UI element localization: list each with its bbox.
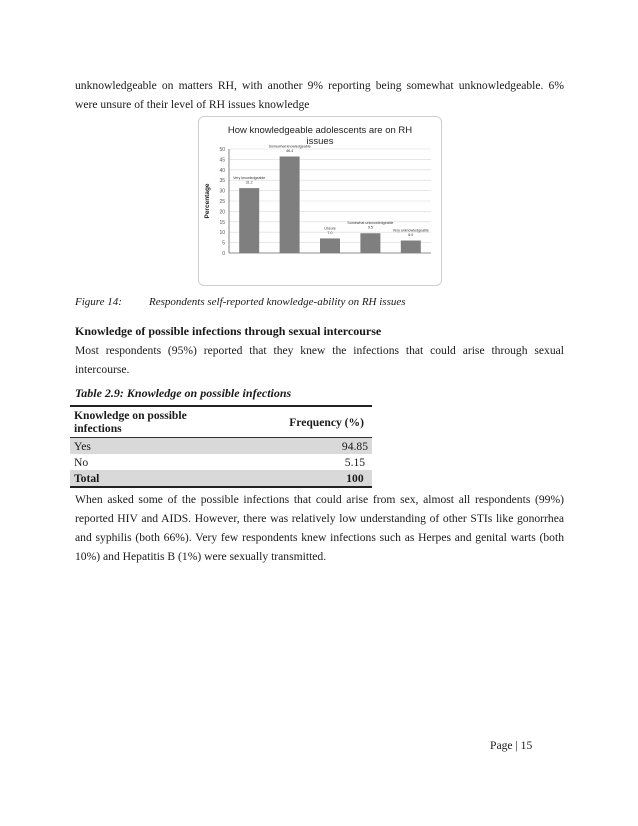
- bar: [280, 156, 300, 253]
- paragraph-infections: When asked some of the possible infections that could arise from sex, almost all respondents (99%) reported HIV and AIDS. However, there was relatively low understanding of other STIs like gonorrhea and syphilis (both 66%). Very few respondents knew infections such as Herpes and genital warts (both 10%) and Hepatitis B (1%) were sexually transmitted.: [75, 493, 564, 563]
- data-label: Somewhat unknowledgeable 9.5: [347, 221, 394, 230]
- paragraph-knowledge: Most respondents (95%) reported that they knew the infections that could arise through sexual intercourse.: [75, 344, 564, 376]
- page-number: Page | 15: [490, 739, 533, 752]
- y-tick-label: 40: [219, 167, 225, 174]
- row-label: Yes: [70, 438, 222, 455]
- bar: [401, 241, 421, 253]
- row-value: 5.15: [344, 455, 366, 469]
- data-label: Very knowledgeable 31.2: [233, 176, 266, 185]
- row-label: No: [74, 455, 89, 469]
- paragraph-intro: unknowledgeable on matters RH, with another 9% reporting being somewhat unknowledgeable. 6% were unsure of their level of RH issues knowledge: [75, 79, 564, 111]
- y-tick-label: 5: [222, 240, 225, 247]
- section-heading: Knowledge of possible infections through sexual intercourse: [75, 324, 382, 338]
- infections-table: [70, 405, 372, 488]
- y-tick-label: 25: [219, 199, 225, 205]
- bar: [360, 233, 380, 253]
- bar-chart: [199, 117, 441, 285]
- y-tick-label: 15: [219, 219, 225, 226]
- data-label: Somewhat knowledgeable 46.4: [268, 144, 311, 153]
- chart-title: How knowledgeable adolescents are on RH issues: [227, 125, 413, 147]
- chart-container: [198, 116, 442, 286]
- column-header-knowledge: Knowledge on possible infections: [70, 406, 222, 438]
- y-tick-label: 30: [219, 188, 225, 195]
- bar: [320, 238, 340, 253]
- table-row: [70, 438, 372, 455]
- data-label: Very unknowledgeable 6.0: [392, 228, 429, 238]
- table-header-row: [70, 406, 372, 438]
- y-tick-label: 45: [219, 157, 225, 164]
- figure-caption-text: Respondents self-reported knowledge-ability on RH issues: [149, 296, 406, 308]
- y-tick-label: 10: [219, 230, 225, 237]
- y-tick-label: 50: [219, 147, 225, 153]
- table-row-total: [70, 470, 372, 487]
- y-tick-label: 0: [222, 251, 225, 257]
- row-value: 100: [222, 470, 372, 487]
- table-title: Table 2.9: Knowledge on possible infections: [75, 386, 292, 400]
- figure-number: Figure 14:: [75, 296, 122, 308]
- y-axis-label: Percentage: [204, 183, 211, 219]
- row-label: Total: [70, 470, 222, 487]
- y-tick-label: 20: [219, 209, 225, 216]
- table-row: [70, 454, 372, 470]
- data-label: Unsure 7.0: [324, 226, 336, 235]
- y-tick-label: 35: [219, 178, 225, 185]
- bar: [239, 188, 259, 253]
- row-value: 94.85: [222, 438, 372, 455]
- column-header-frequency: Frequency (%): [222, 406, 372, 438]
